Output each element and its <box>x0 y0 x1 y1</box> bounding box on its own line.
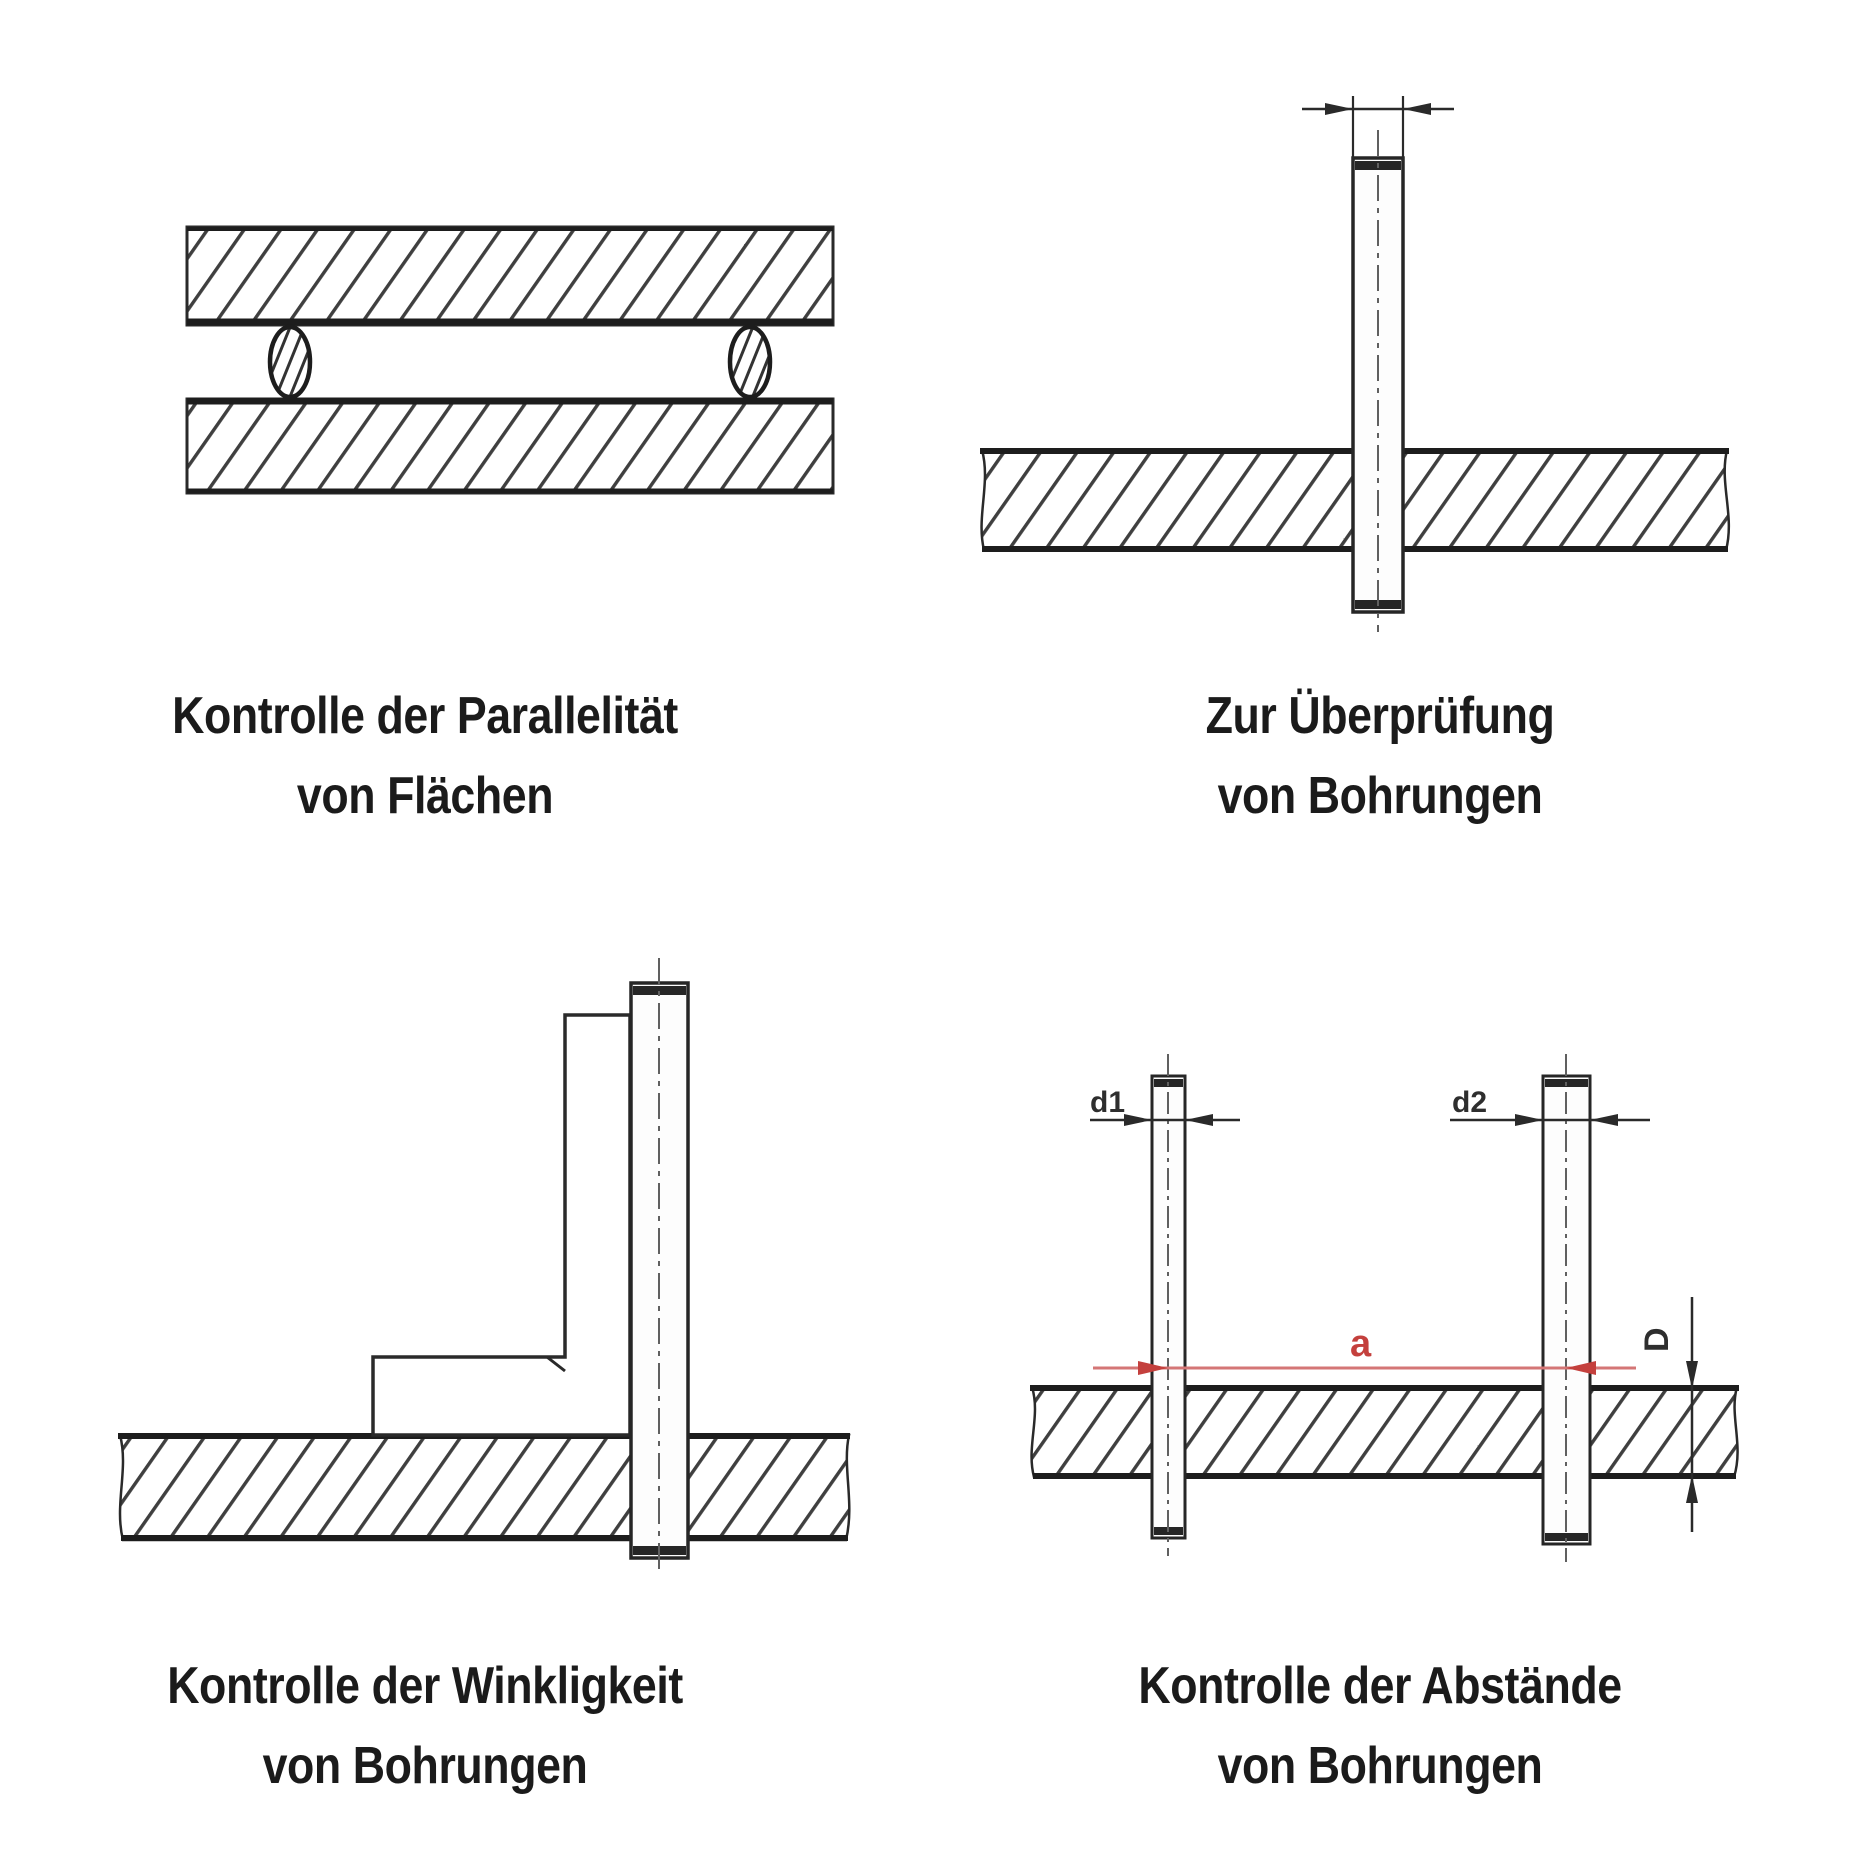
measuring-pin-section-right <box>730 327 770 397</box>
d2-arrow-left-icon <box>1590 1114 1618 1126</box>
lower-plate <box>187 399 833 493</box>
caption-line: von Bohrungen <box>262 1737 588 1795</box>
caption-line: Zur Überprüfung <box>1205 687 1555 745</box>
figure-parallelism-drawing <box>187 227 833 493</box>
figure-spacing-drawing <box>1030 1054 1739 1562</box>
d1-label: d1 <box>1090 1086 1126 1119</box>
a-label: a <box>1350 1323 1372 1365</box>
caption-line: Kontrolle der Parallelität <box>172 687 678 745</box>
caption-bore-check <box>1079 676 1681 836</box>
D-arrow-up-icon <box>1686 1475 1698 1503</box>
caption-line: Kontrolle der Winkligkeit <box>167 1657 683 1715</box>
caption-line: Kontrolle der Abstände <box>1138 1657 1622 1715</box>
d1-arrow-right-icon <box>1124 1114 1152 1126</box>
caption-spacing <box>1070 1646 1689 1806</box>
caption-squareness <box>94 1646 756 1806</box>
measuring-pin-section-left <box>270 327 310 397</box>
caption-line: von Flächen <box>296 767 554 825</box>
workpiece-plate <box>1032 1387 1738 1477</box>
figure-squareness-drawing <box>118 958 850 1576</box>
D-arrow-down-icon <box>1686 1361 1698 1389</box>
figure-bore-check-drawing <box>980 96 1729 632</box>
upper-plate <box>187 227 833 325</box>
caption-line: von Bohrungen <box>1217 767 1543 825</box>
try-square <box>373 1015 630 1435</box>
caption-parallelism <box>94 676 756 836</box>
dimension-arrow-right-icon <box>1325 103 1353 115</box>
dimension-arrow-left-icon <box>1403 103 1431 115</box>
caption-line: von Bohrungen <box>1217 1737 1543 1795</box>
d2-label: d2 <box>1452 1086 1488 1119</box>
d1-arrow-left-icon <box>1185 1114 1213 1126</box>
workpiece-plate <box>120 1435 849 1540</box>
d2-arrow-right-icon <box>1515 1114 1543 1126</box>
D-label: D <box>1638 1327 1676 1352</box>
